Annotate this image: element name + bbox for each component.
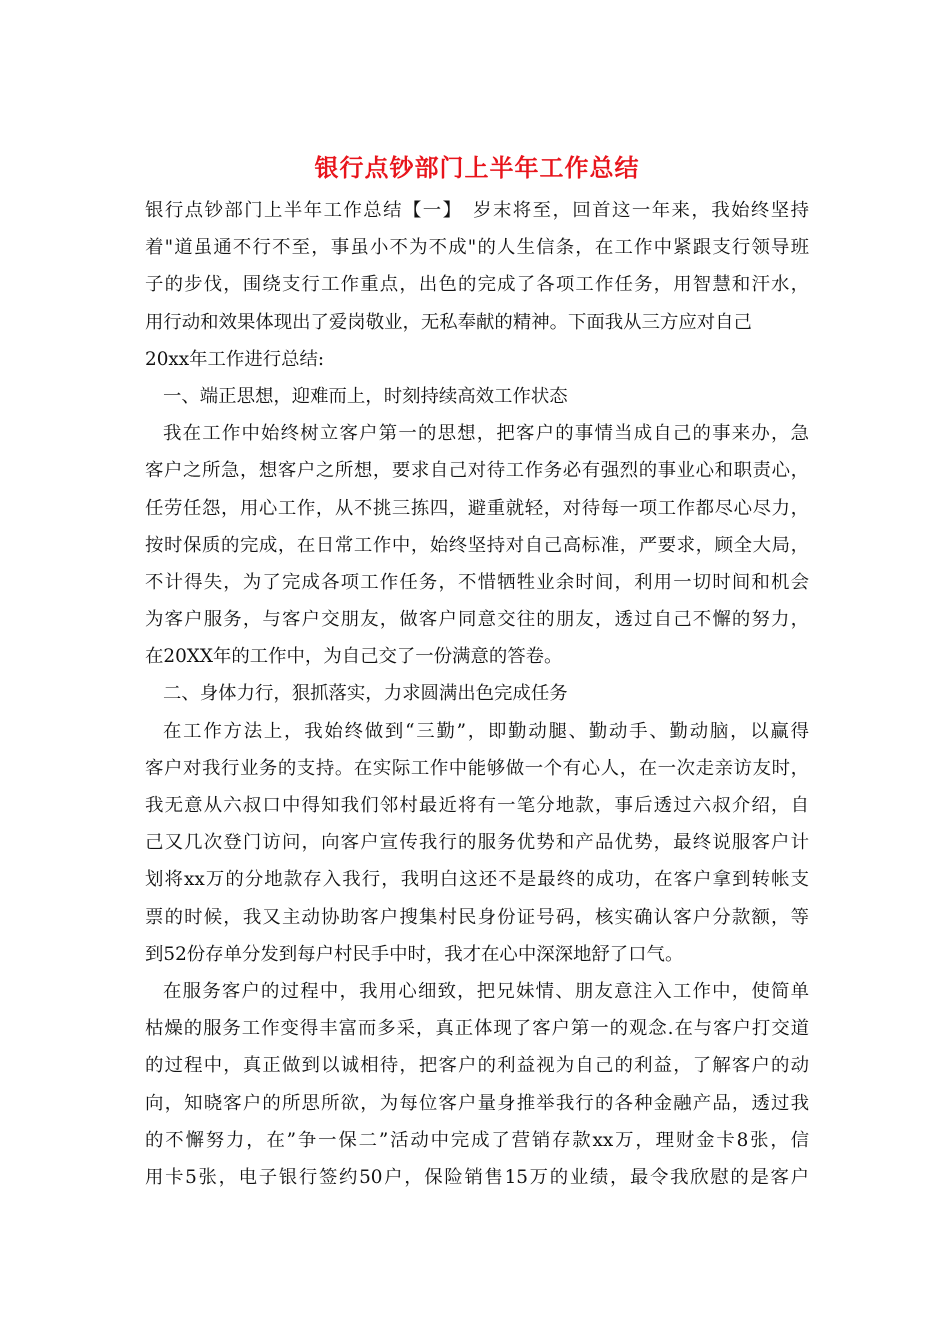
text-line: 客户之所急，想客户之所想，要求自己对待工作务必有强烈的事业心和职责心，	[145, 460, 809, 482]
text-line: 划将xx万的分地款存入我行，我明白这还不是最终的成功，在客户拿到转帐支	[145, 869, 809, 891]
text-line: 的过程中，真正做到以诚相待，把客户的利益视为自己的利益，了解客户的动	[145, 1055, 809, 1077]
text-line: 为客户服务，与客户交朋友，做客户同意交往的朋友，透过自己不懈的努力，	[145, 609, 809, 631]
text-line: 客户对我行业务的支持。在实际工作中能够做一个有心人，在一次走亲访友时，	[145, 757, 809, 779]
text-line: 我在工作中始终树立客户第一的思想，把客户的事情当成自己的事来办，急	[163, 423, 809, 445]
text-line: 枯燥的服务工作变得丰富而多采，真正体现了客户第一的观念.在与客户打交道	[145, 1018, 809, 1040]
text-line: 子的步伐，围绕支行工作重点，出色的完成了各项工作任务，用智慧和汗水，	[145, 274, 809, 296]
text-line: 的不懈努力，在”争一保二”活动中完成了营销存款xx万，理财金卡8张，信	[145, 1129, 809, 1151]
text-line: 到52份存单分发到每户村民手中时，我才在心中深深地舒了口气。	[145, 943, 684, 965]
document-title: 银行点钞部门上半年工作总结	[314, 153, 640, 182]
text-line: 向，知晓客户的所思所欲，为每位客户量身推举我行的各种金融产品，透过我	[145, 1092, 809, 1114]
section-heading: 一、端正思想，迎难而上，时刻持续高效工作状态	[163, 385, 568, 407]
text-line: 用行动和效果体现出了爱岗敬业，无私奉献的精神。下面我从三方应对自己	[145, 311, 752, 333]
text-line: 不计得失，为了完成各项工作任务，不惜牺牲业余时间，利用一切时间和机会	[145, 571, 809, 593]
section-heading: 二、身体力行，狠抓落实，力求圆满出色完成任务	[163, 683, 568, 705]
text-line: 在服务客户的过程中，我用心细致，把兄妹情、朋友意注入工作中，使简单	[163, 980, 809, 1002]
text-line: 己又几次登门访问，向客户宣传我行的服务优势和产品优势，最终说服客户计	[145, 832, 809, 854]
text-line: 在工作方法上，我始终做到“三勤”，即勤动腿、勤动手、勤动脑，以赢得	[163, 720, 809, 742]
document-body	[145, 192, 809, 1196]
text-line: 在20XX年的工作中，为自己交了一份满意的答卷。	[145, 646, 563, 668]
text-line: 用卡5张，电子银行签约50户，保险销售15万的业绩，最令我欣慰的是客户	[145, 1166, 809, 1188]
text-line: 着"道虽通不行不至，事虽小不为不成"的人生信条，在工作中紧跟支行领导班	[145, 237, 809, 259]
text-line: 20xx年工作进行总结:	[145, 348, 325, 370]
text-line: 任劳任怨，用心工作，从不挑三拣四，避重就轻，对待每一项工作都尽心尽力，	[145, 497, 809, 519]
text-line: 我无意从六叔口中得知我们邻村最近将有一笔分地款，事后透过六叔介绍，自	[145, 795, 809, 816]
document-page	[145, 148, 809, 1196]
text-line: 银行点钞部门上半年工作总结【一】 岁末将至，回首这一年来，我始终坚持	[145, 200, 809, 221]
text-line: 按时保质的完成，在日常工作中，始终坚持对自己高标准，严要求，顾全大局，	[145, 534, 809, 556]
text-line: 票的时候，我又主动协助客户搜集村民身份证号码，核实确认客户分款额，等	[145, 906, 809, 928]
